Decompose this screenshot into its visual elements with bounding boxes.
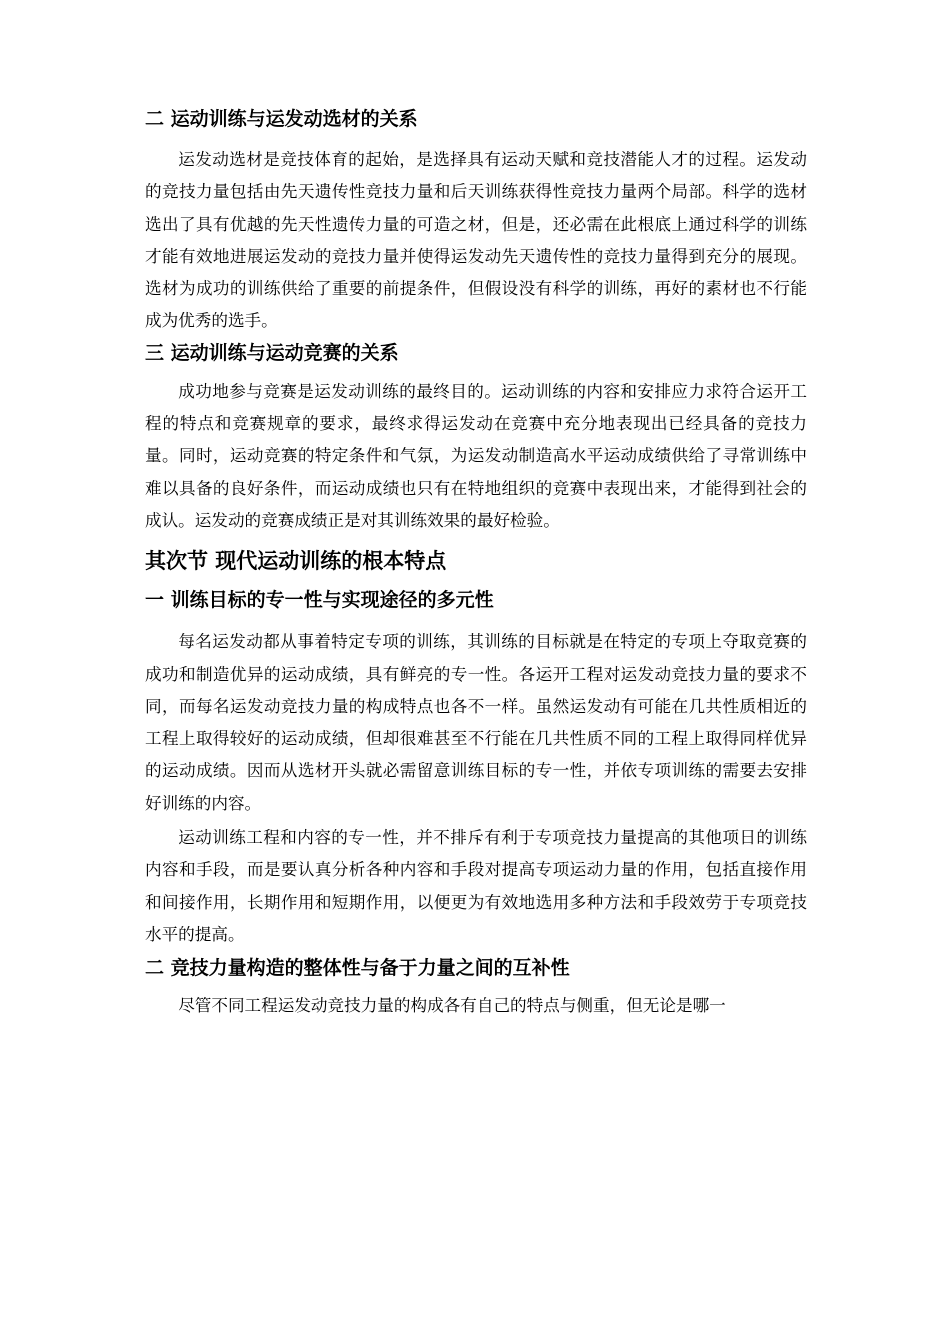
- paragraph-selection: 运发动选材是竞技体育的起始，是选择具有运动天赋和竞技潜能人才的过程。运发动的竞技力量包括由先天遗传性竞技力量和后天训练获得性竞技力量两个局部。科学的选材选出了具有优越的先天性遗传力量的可造之材，但是，还必需在此根底上通过科学的训练才能有效地进展运发动的竞技力量并使得运发动先天遗传性的竞技力量得到充分的展现。选材为成功的训练供给了重要的前提条件，但假设没有科学的训练，再好的素材也不行能成为优秀的选手。: [145, 150, 807, 331]
- section-heading-integrity: 二 竞技力量构造的整体性与备于力量之间的互补性: [145, 957, 570, 980]
- paragraph-competition: 成功地参与竞赛是运发动训练的最终目的。运动训练的内容和安排应力求符合运开工程的特点和竞赛规章的要求，最终求得运发动在竞赛中充分地表现出已经具备的竞技力量。同时，运动竞赛的特定条件和气氛，为运发动制造高水平运动成绩供给了寻常训练中难以具备的良好条件，而运动成绩也只有在特地组织的竞赛中表现出来，才能得到社会的成认。运发动的竞赛成绩正是对其训练效果的最好检验。: [145, 381, 807, 530]
- paragraph-specialization-1: 每名运发动都从事着特定专项的训练，其训练的目标就是在特定的专项上夺取竞赛的成功和制造优异的运动成绩，具有鲜亮的专一性。各运开工程对运发动竞技力量的要求不同，而每名运发动竞技力量的构成特点也各不一样。虽然运发动有可能在几共性质相近的工程上取得较好的运动成绩，但却很难甚至不行能在几共性质不同的工程上取得同样优异的运动成绩。因而从选材开头就必需留意训练目标的专一性，并依专项训练的需要去安排好训练的内容。: [145, 632, 807, 813]
- section-heading-specialization: 一 训练目标的专一性与实现途径的多元性: [145, 589, 494, 612]
- paragraph-integrity: 尽管不同工程运发动竞技力量的构成各有自己的特点与侧重，但无论是哪一: [178, 996, 726, 1016]
- section-heading-competition: 三 运动训练与运动竞赛的关系: [145, 341, 399, 364]
- document-page: [145, 100, 807, 1023]
- chapter-section-heading: 其次节 现代运动训练的根本特点: [145, 549, 447, 574]
- section-heading-selection: 二 运动训练与运发动选材的关系: [145, 108, 418, 130]
- paragraph-specialization-2: 运动训练工程和内容的专一性，并不排斥有利于专项竞技力量提高的其他项日的训练内容和手段，而是要认真分析各种内容和手段对提高专项运动力量的作用，包括直接作用和间接作用，长期作用和短期作用，以便更为有效地选用多种方法和手段效劳于专项竞技水平的提高。: [145, 828, 807, 944]
